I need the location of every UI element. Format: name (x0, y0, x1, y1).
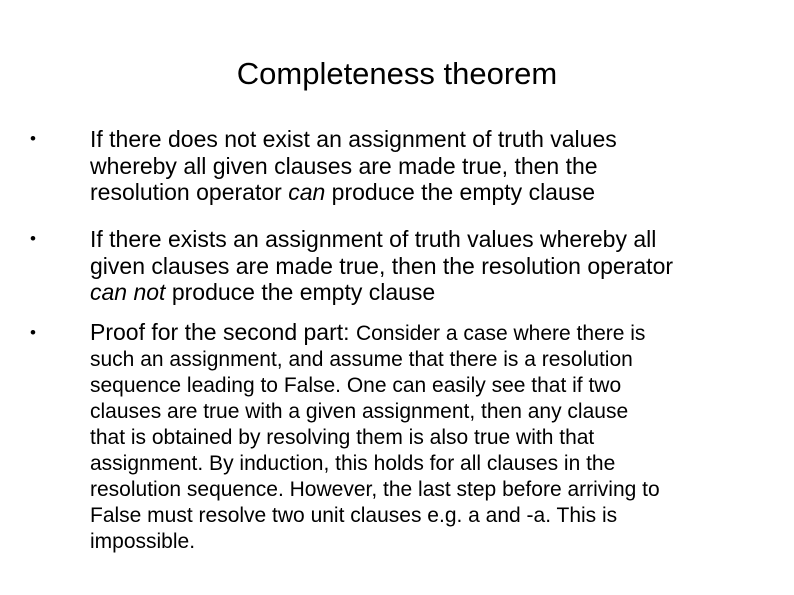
bullet-marker: • (30, 129, 36, 148)
bullet-text (90, 126, 780, 206)
bullet-text-segment: If there does not exist an assignment of truth values whereby all given clauses are made true, then the resolution operator (90, 126, 617, 205)
bullet-text (90, 226, 780, 306)
bullet-text-segment: If there exists an assignment of truth values whereby all given clauses are made true, then the resolution operator (90, 226, 674, 279)
bullet-marker: • (30, 229, 36, 248)
proof-lead-text: Proof for the second part: (90, 319, 356, 345)
bullet-text-emphasis: can (288, 179, 326, 205)
bullet-text-segment: produce the empty clause (325, 179, 596, 205)
bullet-marker: • (30, 323, 36, 342)
bullet-text-segment: produce the empty clause (165, 279, 436, 305)
slide-title: Completeness theorem (236, 56, 558, 91)
bullet-text (90, 320, 780, 554)
proof-body-text: Consider a case where there is such an assignment, and assume that there is a resolution sequence leading to False. One can easily see that if two clauses are true with a given assignment, then any clause that is obtained by resolving them is also true with that assignment. By induction, this holds for all clauses in the resolution sequence. However, the last step before arriving to False must resolve two unit clauses e.g. a and -a. This is impossible. (90, 322, 660, 553)
bullet-text-emphasis: can not (90, 279, 166, 305)
